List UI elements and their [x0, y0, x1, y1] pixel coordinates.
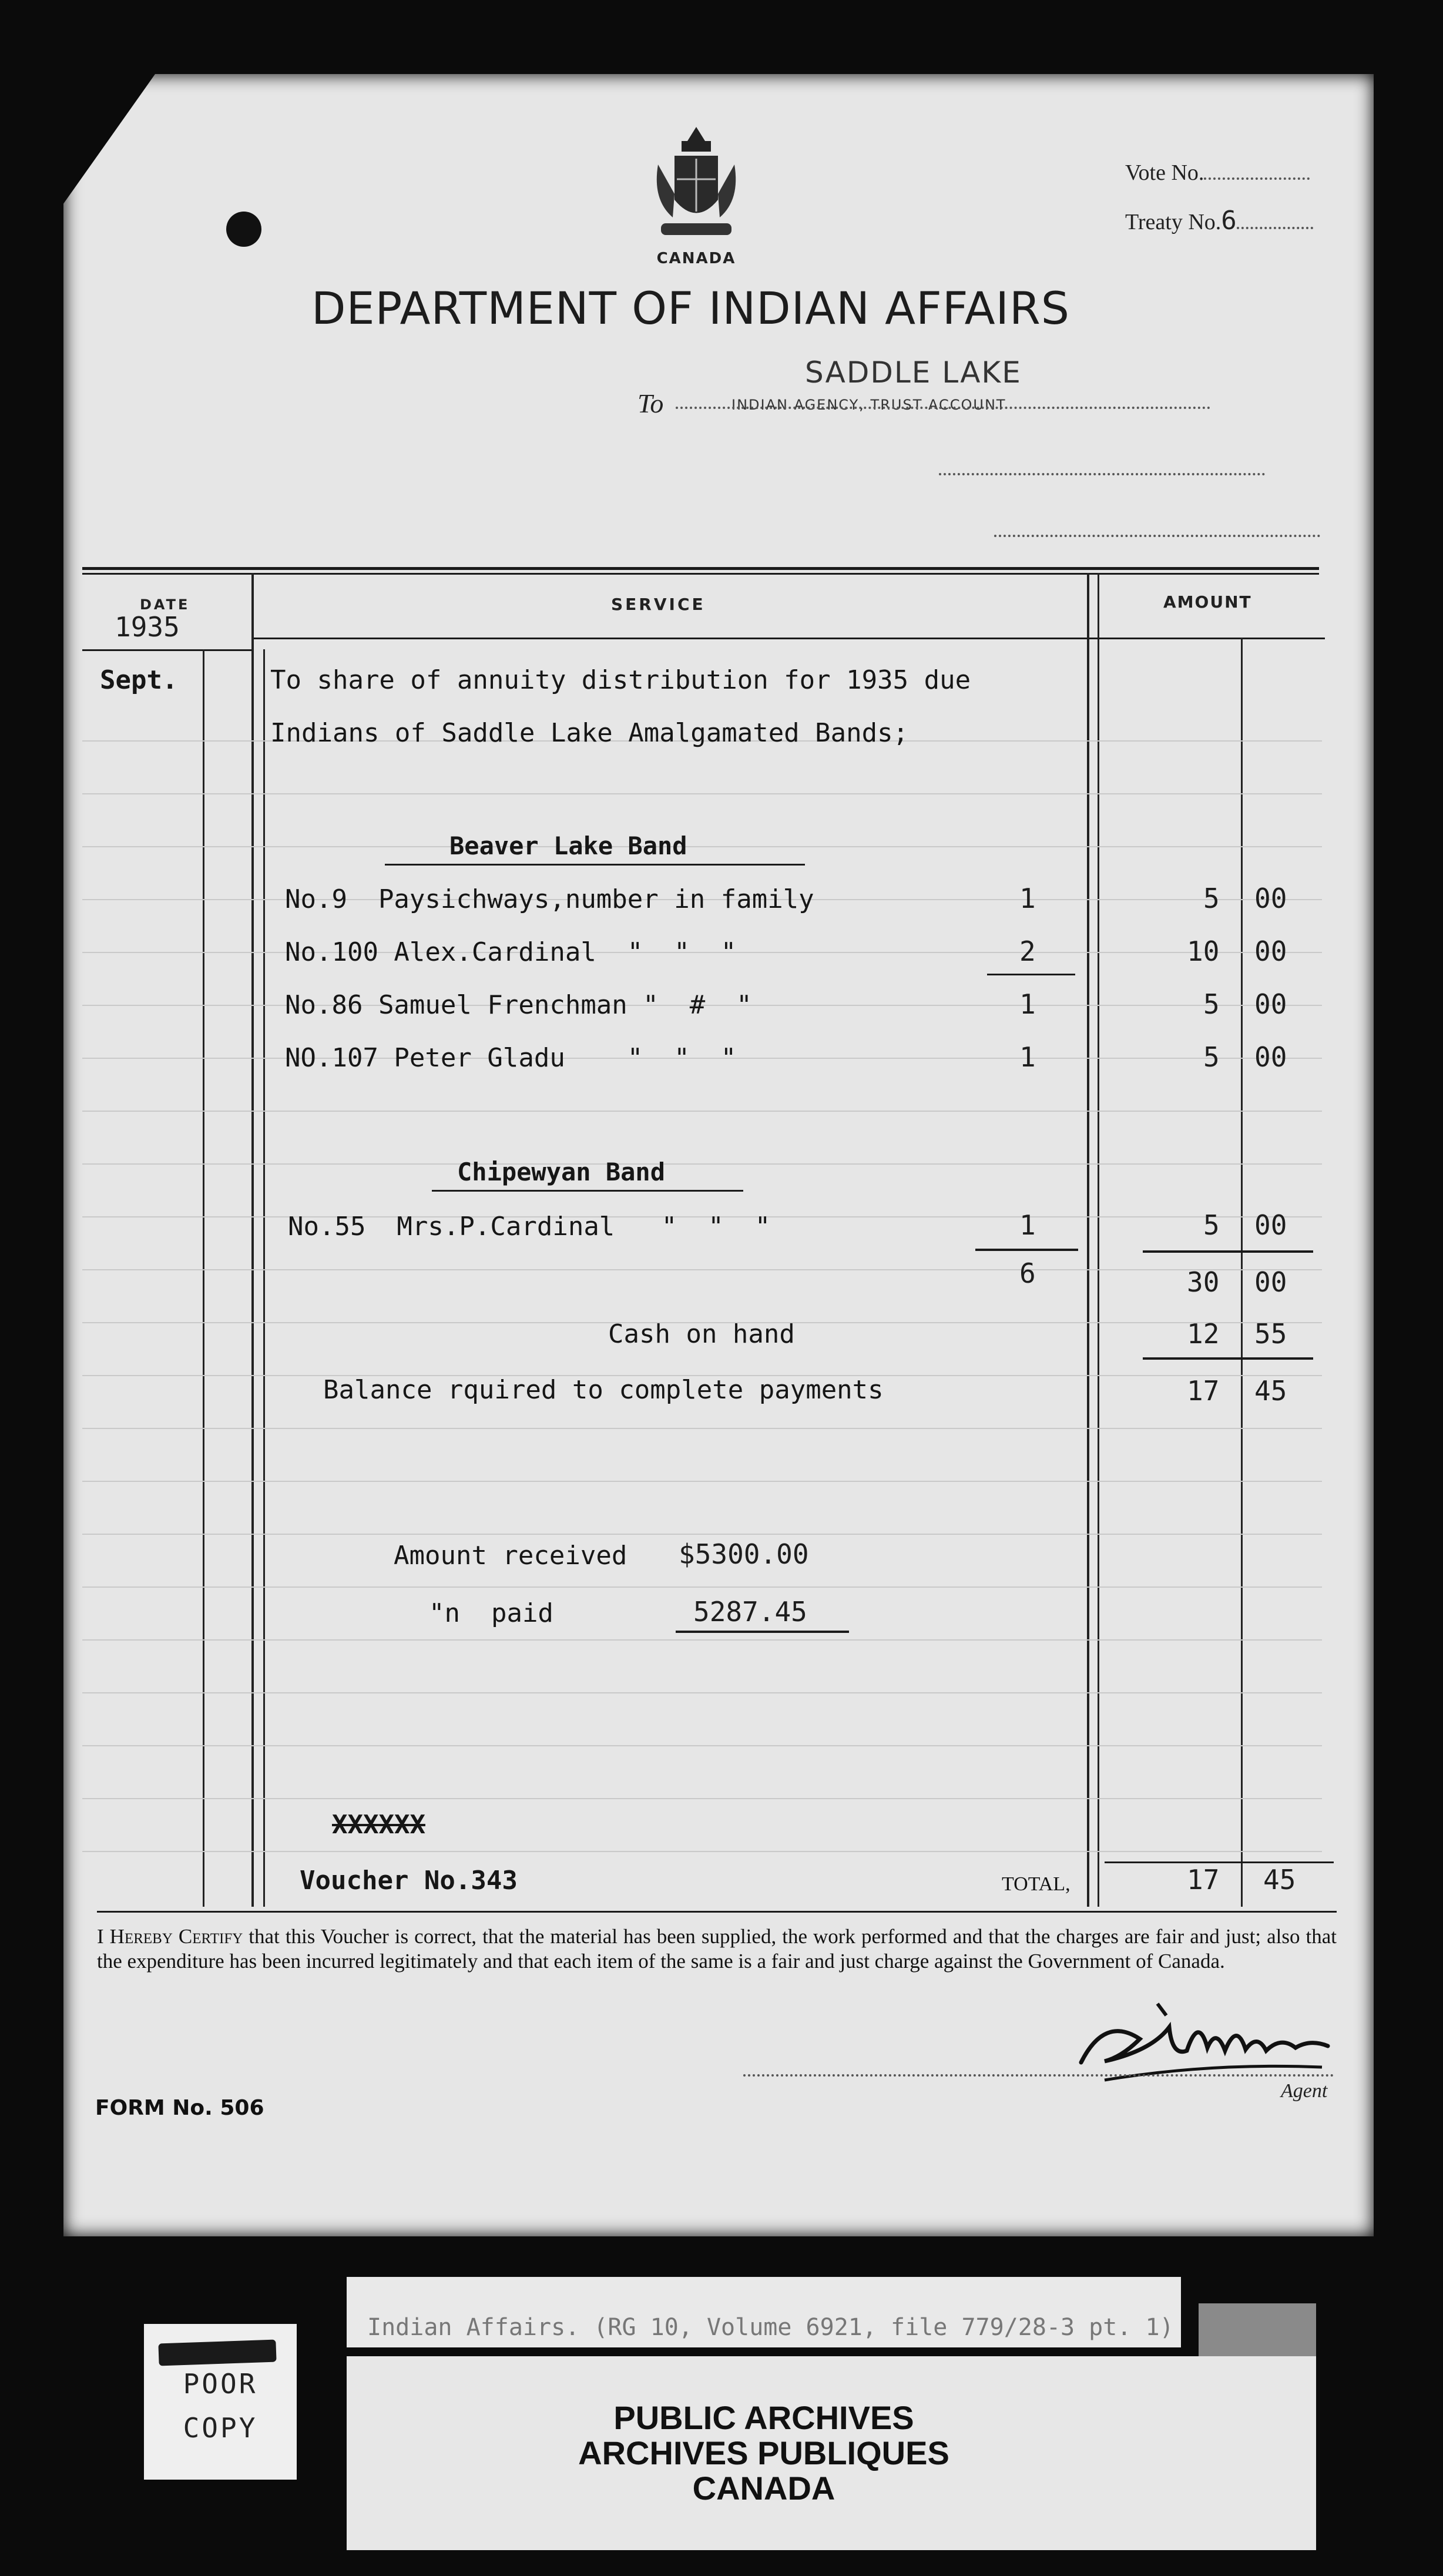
ruled-line	[82, 1639, 1322, 1641]
amount-received-label: Amount received	[394, 1541, 627, 1571]
to-label: To	[637, 388, 664, 418]
amount-column-divider	[1087, 573, 1089, 1907]
subtotal-rule	[1143, 1250, 1313, 1253]
entry-desc: No.100 Alex.Cardinal " " "	[285, 937, 737, 967]
entry-desc: NO.107 Peter Gladu " " "	[285, 1043, 737, 1073]
certification-lead: I Hereby Certify	[97, 1925, 243, 1948]
ruled-line	[82, 1269, 1322, 1270]
count-total-rule	[975, 1249, 1078, 1251]
band-underline	[385, 864, 805, 866]
total-top-rule	[1105, 1861, 1334, 1863]
payee-name: SADDLE LAKE	[805, 355, 1022, 390]
entry-cents: 00	[1254, 883, 1287, 914]
ruled-line	[82, 793, 1322, 794]
certification-text	[97, 1924, 1337, 1974]
service-header-rule	[253, 638, 1325, 639]
date-year: 1935	[115, 611, 180, 643]
amount-paid-value: 5287.45	[693, 1596, 807, 1628]
amount-received-value: $5300.00	[679, 1538, 809, 1570]
amount-column-divider	[1098, 573, 1099, 1907]
service-inner-divider	[263, 649, 265, 1907]
address-dotted-line	[939, 473, 1265, 475]
payee-dotted-line	[676, 407, 1210, 409]
table-top-rule	[82, 567, 1319, 570]
balance-cents: 45	[1254, 1375, 1287, 1407]
entry-desc: No.86 Samuel Frenchman " # "	[285, 990, 752, 1020]
entry-desc: No.9 Paysichways,number in family	[285, 884, 814, 914]
agent-label: Agent	[1281, 2080, 1328, 2102]
crest-label: CANADA	[656, 250, 736, 267]
band-underline	[432, 1190, 743, 1192]
ruled-line	[82, 1428, 1322, 1429]
poor-copy-line-2: COPY	[183, 2412, 258, 2444]
treaty-number: Treaty No.6	[1125, 206, 1313, 236]
entry-count: 1	[1019, 1209, 1036, 1241]
intro-line-2: Indians of Saddle Lake Amalgamated Bands;	[270, 718, 909, 748]
ruled-line	[82, 1586, 1322, 1588]
subtotal-cents: 00	[1254, 1266, 1287, 1298]
signature-icon	[1069, 1992, 1345, 2092]
entry-count: 1	[1019, 988, 1036, 1020]
payee-line: INDIAN AGENCY, TRUST ACCOUNT	[731, 397, 1006, 413]
certification-body: that this Voucher is correct, that the material has been supplied, the work performed and that the charges are fair and just; also that the expenditure has been incurred legitimately and that each item of the same is a fair and just charge against the Government of Canada.	[97, 1925, 1337, 1973]
crest-icon	[646, 123, 746, 247]
total-cents: 45	[1263, 1864, 1296, 1896]
ruled-line	[82, 1481, 1322, 1482]
date-inner-divider	[203, 649, 204, 1907]
voucher-number: Voucher No.343	[300, 1866, 518, 1896]
band-name: Beaver Lake Band	[449, 831, 687, 860]
date-header-rule	[82, 649, 253, 651]
entry-cents: 00	[1254, 1209, 1287, 1241]
balance-dollars: 17	[1187, 1375, 1220, 1407]
ruled-line	[82, 1851, 1322, 1852]
entry-count: 2	[1019, 935, 1036, 967]
balance-label: Balance rquired to complete payments	[323, 1375, 884, 1405]
scribble-mark	[158, 2340, 276, 2366]
cash-on-hand-label: Cash on hand	[608, 1319, 795, 1349]
band-name: Chipewyan Band	[457, 1158, 666, 1186]
entry-cents: 00	[1254, 988, 1287, 1020]
entry-dollars: 5	[1203, 1041, 1220, 1073]
amount-paid-label: "n paid	[429, 1598, 553, 1628]
entry-count: 1	[1019, 1041, 1036, 1073]
entry-desc: No.55 Mrs.P.Cardinal " " "	[288, 1212, 771, 1242]
struck-text: XXXXXX	[332, 1810, 425, 1840]
date-header: DATE	[140, 596, 190, 613]
amount-header: AMOUNT	[1163, 592, 1252, 612]
date-column-divider	[251, 573, 254, 1907]
entry-dollars: 10	[1187, 935, 1220, 967]
signature-dotted-line	[743, 2074, 1334, 2077]
poor-copy-line-1: POOR	[183, 2368, 258, 2400]
ruled-line	[82, 1534, 1322, 1535]
table-top-rule	[82, 573, 1319, 575]
ruled-line	[82, 1692, 1322, 1693]
paid-underline	[676, 1631, 849, 1633]
archive-reference: Indian Affairs. (RG 10, Volume 6921, file 779/28-3 pt. 1)	[367, 2314, 1174, 2341]
ruled-line	[82, 1163, 1322, 1165]
cents-column-divider	[1241, 638, 1243, 1907]
cash-on-hand-dollars: 12	[1187, 1318, 1220, 1350]
total-label: TOTAL,	[1002, 1873, 1070, 1895]
count-total: 6	[1019, 1257, 1036, 1289]
count-underline	[987, 974, 1075, 975]
entry-count: 1	[1019, 883, 1036, 914]
date-month: Sept.	[100, 665, 178, 695]
intro-line-1: To share of annuity distribution for 1935 due	[270, 665, 971, 695]
subtotal-dollars: 30	[1187, 1266, 1220, 1298]
certification-rule	[97, 1911, 1337, 1913]
archives-line-3: CANADA	[692, 2470, 835, 2507]
entry-dollars: 5	[1203, 1209, 1220, 1241]
entry-cents: 00	[1254, 935, 1287, 967]
cash-rule	[1143, 1357, 1313, 1360]
vote-number: Vote No.	[1125, 160, 1310, 186]
form-number: FORM No. 506	[95, 2096, 264, 2120]
punch-hole	[226, 212, 261, 247]
ruled-line	[82, 846, 1322, 847]
archives-line-2: ARCHIVES PUBLIQUES	[578, 2434, 949, 2471]
entry-dollars: 5	[1203, 883, 1220, 914]
ruled-line	[82, 1745, 1322, 1746]
cash-on-hand-cents: 55	[1254, 1318, 1287, 1350]
service-header: SERVICE	[611, 595, 706, 614]
department-title: DEPARTMENT OF INDIAN AFFAIRS	[311, 282, 1070, 334]
entry-dollars: 5	[1203, 988, 1220, 1020]
archives-line-1: PUBLIC ARCHIVES	[613, 2399, 914, 2436]
entry-cents: 00	[1254, 1041, 1287, 1073]
ruled-line	[82, 1111, 1322, 1112]
address-dotted-line	[994, 535, 1320, 537]
ruled-line	[82, 1798, 1322, 1799]
total-dollars: 17	[1187, 1864, 1220, 1896]
